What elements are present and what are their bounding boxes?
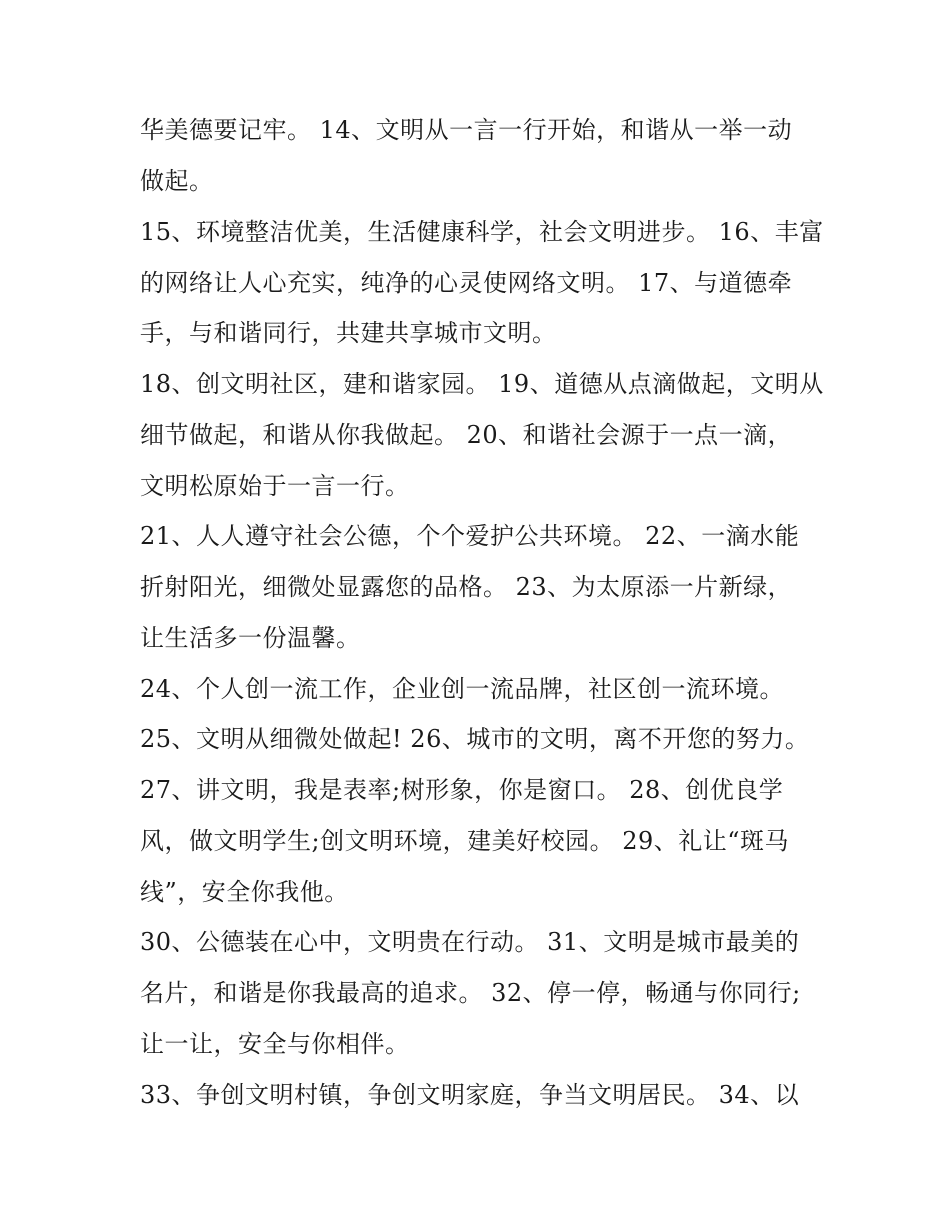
text-line: 手，与和谐同行，共建共享城市文明。 xyxy=(140,319,557,347)
text-line: 细节做起，和谐从你我做起。 20、和谐社会源于一点一滴， xyxy=(140,421,793,449)
text-line: 21、人人遵守社会公德，个个爱护公共环境。 22、一滴水能 xyxy=(140,522,800,550)
text-line: 华美德要记牢。 14、文明从一言一行开始，和谐从一举一动 xyxy=(140,116,793,144)
text-line: 25、文明从细微处做起! 26、城市的文明，离不开您的努力。 xyxy=(140,725,810,753)
text-line: 名片，和谐是你我最高的追求。 32、停一停，畅通与你同行; xyxy=(140,979,801,1007)
text-line: 27、讲文明，我是表率;树形象，你是窗口。 28、创优良学 xyxy=(140,776,784,804)
text-line: 让生活多一份温馨。 xyxy=(140,624,361,652)
text-line: 的网络让人心充实，纯净的心灵使网络文明。 17、与道德牵 xyxy=(140,269,793,297)
text-line: 让一让，安全与你相伴。 xyxy=(140,1030,410,1058)
text-line: 18、创文明社区，建和谐家园。 19、道德从点滴做起，文明从 xyxy=(140,370,824,398)
text-line: 折射阳光，细微处显露您的品格。 23、为太原添一片新绿， xyxy=(140,573,793,601)
text-line: 风，做文明学生;创文明环境，建美好校园。 29、礼让“斑马 xyxy=(140,827,790,855)
text-line: 24、个人创一流工作，企业创一流品牌，社区创一流环境。 xyxy=(140,675,785,703)
text-line: 33、争创文明村镇，争创文明家庭，争当文明居民。 34、以 xyxy=(140,1081,800,1109)
text-line: 文明松原始于一言一行。 xyxy=(140,472,410,500)
text-line: 15、环境整洁优美，生活健康科学，社会文明进步。 16、丰富 xyxy=(140,218,824,246)
text-line: 线”，安全你我他。 xyxy=(140,878,349,906)
text-line: 30、公德装在心中，文明贵在行动。 31、文明是城市最美的 xyxy=(140,928,800,956)
text-line: 做起。 xyxy=(140,167,214,195)
